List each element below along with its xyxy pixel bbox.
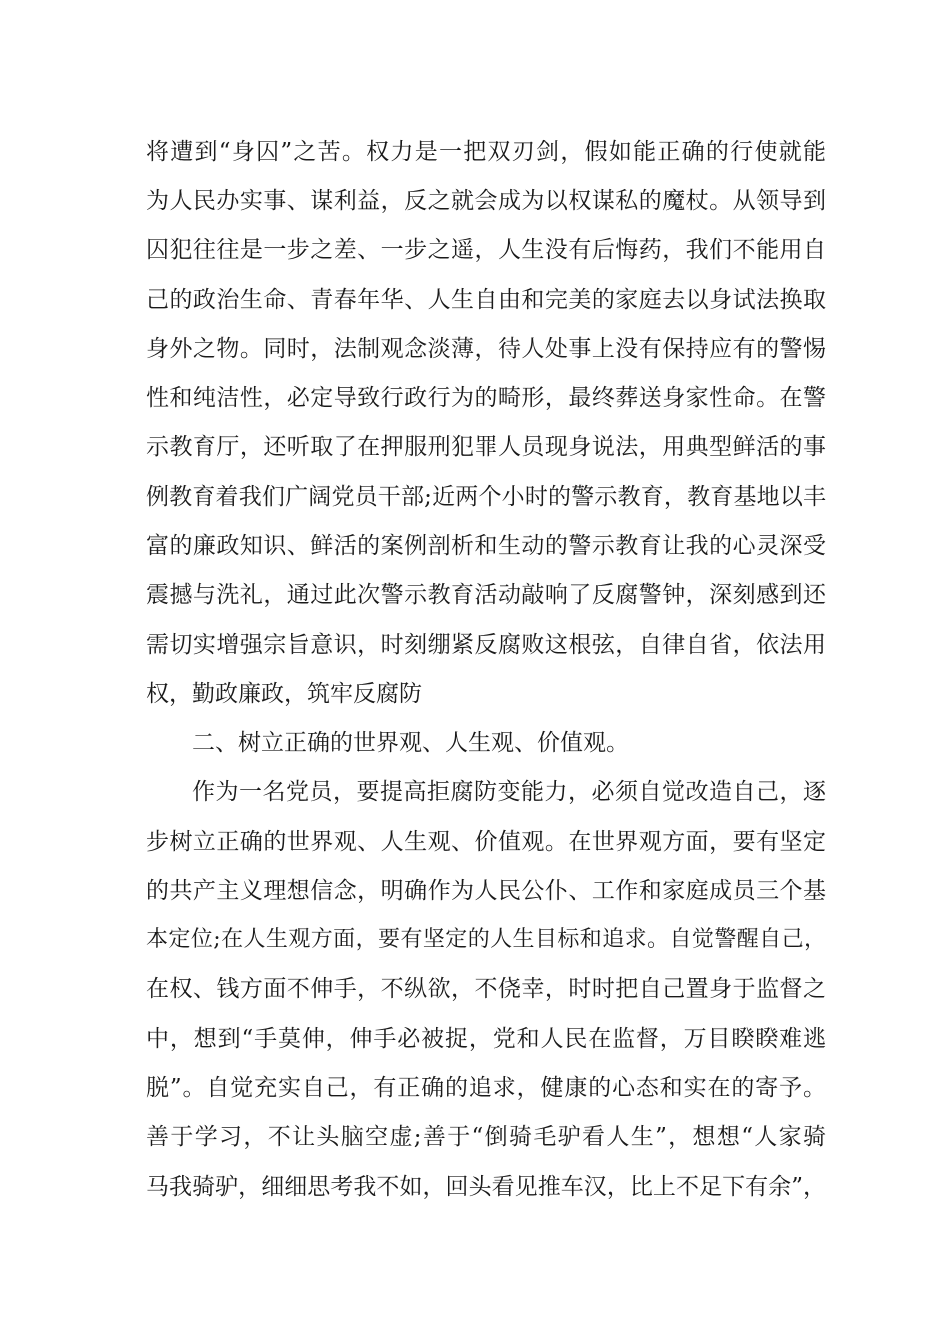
paragraph-line: 权，勤政廉政，筑牢反腐防	[146, 681, 422, 707]
paragraph-line: 本定位;在人生观方面，要有坚定的人生目标和追求。自觉警醒自己，	[146, 927, 826, 952]
paragraph-line: 身外之物。同时，法制观念淡薄，待人处事上没有保持应有的警惕	[146, 336, 826, 362]
paragraph-line: 示教育厅，还听取了在押服刑犯罪人员现身说法，用典型鲜活的事	[146, 434, 826, 460]
paragraph-line: 中，想到“手莫伸，伸手必被捉，党和人民在监督，万目睽睽难逃	[146, 1026, 826, 1052]
section-heading: 二、树立正确的世界观、人生观、价值观。	[192, 730, 629, 756]
paragraph-line: 将遭到“身囚”之苦。权力是一把双刃剑，假如能正确的行使就能	[146, 139, 826, 165]
paragraph-line: 为人民办实事、谋利益，反之就会成为以权谋私的魔杖。从领导到	[146, 188, 826, 214]
paragraph-line: 在权、钱方面不伸手，不纵欲，不侥幸，时时把自己置身于监督之	[146, 976, 826, 1002]
paragraph-line: 脱”。自觉充实自己，有正确的追求，健康的心态和实在的寄予。	[146, 1075, 826, 1101]
paragraph-line: 作为一名党员，要提高拒腐防变能力，必须自觉改造自己，逐	[192, 779, 826, 805]
paragraph-line: 震撼与洗礼，通过此次警示教育活动敲响了反腐警钟，深刻感到还	[146, 582, 826, 608]
paragraph-line: 的共产主义理想信念，明确作为人民公仆、工作和家庭成员三个基	[146, 878, 826, 904]
paragraph-line: 富的廉政知识、鲜活的案例剖析和生动的警示教育让我的心灵深受	[146, 533, 826, 559]
paragraph-line: 马我骑驴，细细思考我不如，回头看见推车汉，比上不足下有余”，	[146, 1174, 826, 1200]
paragraph-line: 例教育着我们广阔党员干部;近两个小时的警示教育，教育基地以丰	[146, 484, 826, 510]
paragraph-line: 步树立正确的世界观、人生观、价值观。在世界观方面，要有坚定	[146, 829, 826, 855]
paragraph-line: 囚犯往往是一步之差、一步之遥，人生没有后悔药，我们不能用自	[146, 237, 826, 263]
paragraph-line: 需切实增强宗旨意识，时刻绷紧反腐败这根弦，自律自省，依法用	[146, 632, 826, 658]
paragraph-line: 性和纯洁性，必定导致行政行为的畸形，最终葬送身家性命。在警	[146, 385, 826, 411]
paragraph-line: 己的政治生命、青春年华、人生自由和完美的家庭去以身试法换取	[146, 287, 826, 313]
paragraph-line: 善于学习，不让头脑空虚;善于“倒骑毛驴看人生”，想想“人家骑	[146, 1124, 826, 1150]
